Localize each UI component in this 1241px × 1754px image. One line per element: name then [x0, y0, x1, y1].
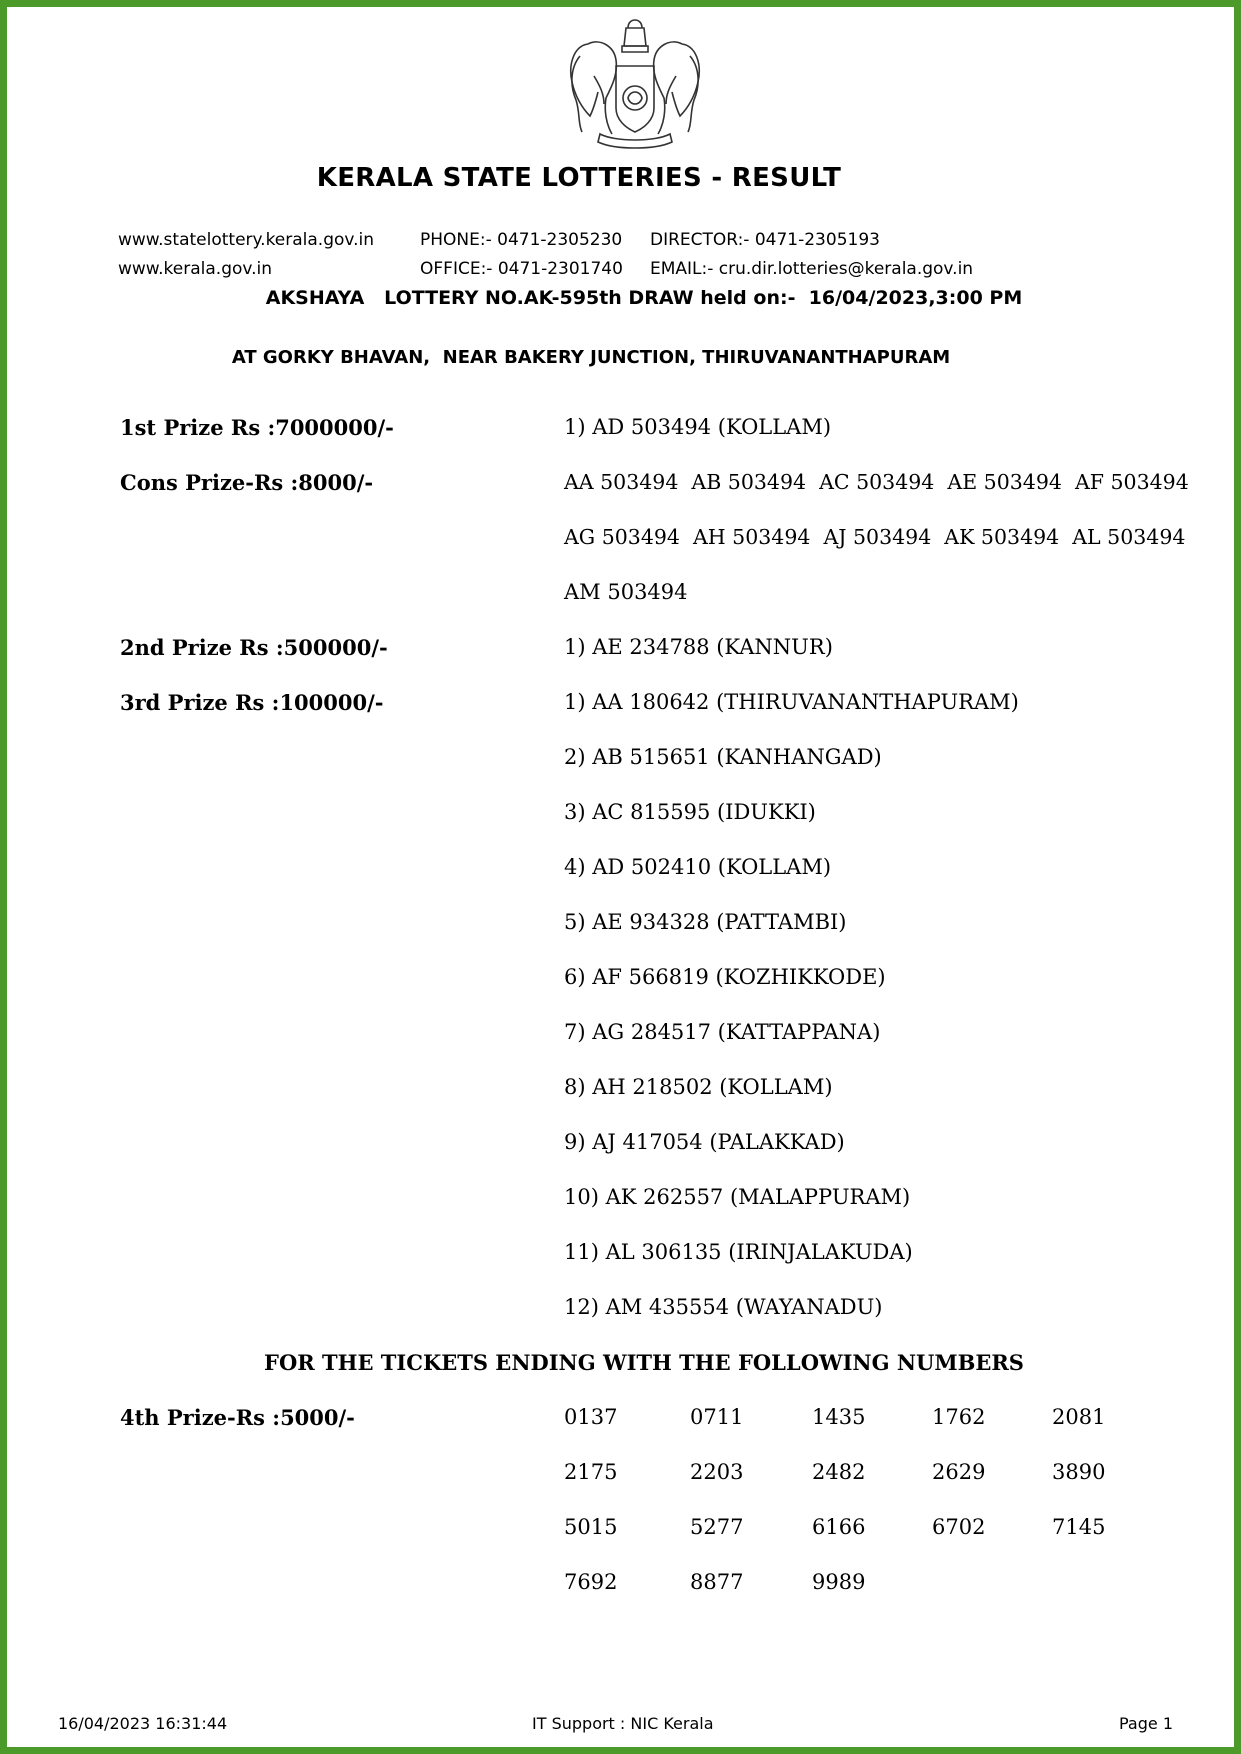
ending-number: 5015	[564, 1515, 618, 1539]
website-secondary: www.kerala.gov.in	[118, 259, 273, 279]
third-prize-result: 5) AE 934328 (PATTAMBI)	[564, 910, 847, 934]
phone-contact: PHONE:- 0471-2305230	[420, 230, 623, 250]
ending-number: 2081	[1052, 1405, 1106, 1429]
ending-numbers-heading: FOR THE TICKETS ENDING WITH THE FOLLOWING NUMBERS	[264, 1350, 1024, 1375]
third-prize-result: 3) AC 815595 (IDUKKI)	[564, 800, 816, 824]
third-prize-result: 12) AM 435554 (WAYANADU)	[564, 1295, 883, 1319]
footer-timestamp: 16/04/2023 16:31:44	[58, 1714, 228, 1733]
third-prize-result: 7) AG 284517 (KATTAPPANA)	[564, 1020, 881, 1044]
third-prize-result: 2) AB 515651 (KANHANGAD)	[564, 745, 882, 769]
cons-prize-line: AA 503494 AB 503494 AC 503494 AE 503494 AF 503494	[564, 470, 1189, 494]
ending-number: 3890	[1052, 1460, 1106, 1484]
second-prize-label: 2nd Prize Rs :500000/-	[120, 635, 388, 660]
footer-support: IT Support : NIC Kerala	[532, 1714, 714, 1733]
kerala-state-emblem-icon	[560, 16, 710, 152]
ending-number: 2629	[932, 1460, 986, 1484]
document-title: KERALA STATE LOTTERIES - RESULT	[316, 163, 842, 193]
first-prize-result: 1) AD 503494 (KOLLAM)	[564, 415, 832, 439]
draw-details: AKSHAYA LOTTERY NO.AK-595th DRAW held on:- 16/04/2023,3:00 PM	[265, 287, 1023, 309]
third-prize-result: 8) AH 218502 (KOLLAM)	[564, 1075, 833, 1099]
ending-number: 9989	[812, 1570, 866, 1594]
ending-number: 8877	[690, 1570, 744, 1594]
footer-page-number: Page 1	[1119, 1714, 1173, 1733]
third-prize-result: 11) AL 306135 (IRINJALAKUDA)	[564, 1240, 913, 1264]
ending-number: 1435	[812, 1405, 866, 1429]
first-prize-label: 1st Prize Rs :7000000/-	[120, 415, 394, 440]
website-primary: www.statelottery.kerala.gov.in	[118, 230, 375, 250]
ending-number: 5277	[690, 1515, 744, 1539]
ending-number: 6702	[932, 1515, 986, 1539]
ending-number: 7692	[564, 1570, 618, 1594]
email-contact: EMAIL:- cru.dir.lotteries@kerala.gov.in	[650, 259, 974, 279]
third-prize-result: 9) AJ 417054 (PALAKKAD)	[564, 1130, 845, 1154]
ending-number: 2175	[564, 1460, 618, 1484]
second-prize-result: 1) AE 234788 (KANNUR)	[564, 635, 833, 659]
third-prize-label: 3rd Prize Rs :100000/-	[120, 690, 384, 715]
ending-number: 2482	[812, 1460, 866, 1484]
third-prize-result: 1) AA 180642 (THIRUVANANTHAPURAM)	[564, 690, 1019, 714]
cons-prize-label: Cons Prize-Rs :8000/-	[120, 470, 374, 495]
director-contact: DIRECTOR:- 0471-2305193	[650, 230, 880, 250]
third-prize-result: 10) AK 262557 (MALAPPURAM)	[564, 1185, 911, 1209]
cons-prize-line: AG 503494 AH 503494 AJ 503494 AK 503494 AL 503494	[564, 525, 1186, 549]
ending-number: 0137	[564, 1405, 618, 1429]
cons-prize-line: AM 503494	[564, 580, 688, 604]
ending-number: 1762	[932, 1405, 986, 1429]
fourth-prize-label: 4th Prize-Rs :5000/-	[120, 1405, 355, 1430]
ending-number: 0711	[690, 1405, 744, 1429]
third-prize-result: 6) AF 566819 (KOZHIKKODE)	[564, 965, 886, 989]
office-contact: OFFICE:- 0471-2301740	[420, 259, 623, 279]
ending-number: 2203	[690, 1460, 744, 1484]
ending-number: 7145	[1052, 1515, 1106, 1539]
third-prize-result: 4) AD 502410 (KOLLAM)	[564, 855, 832, 879]
draw-venue: AT GORKY BHAVAN, NEAR BAKERY JUNCTION, THIRUVANANTHAPURAM	[231, 347, 951, 368]
ending-number: 6166	[812, 1515, 866, 1539]
